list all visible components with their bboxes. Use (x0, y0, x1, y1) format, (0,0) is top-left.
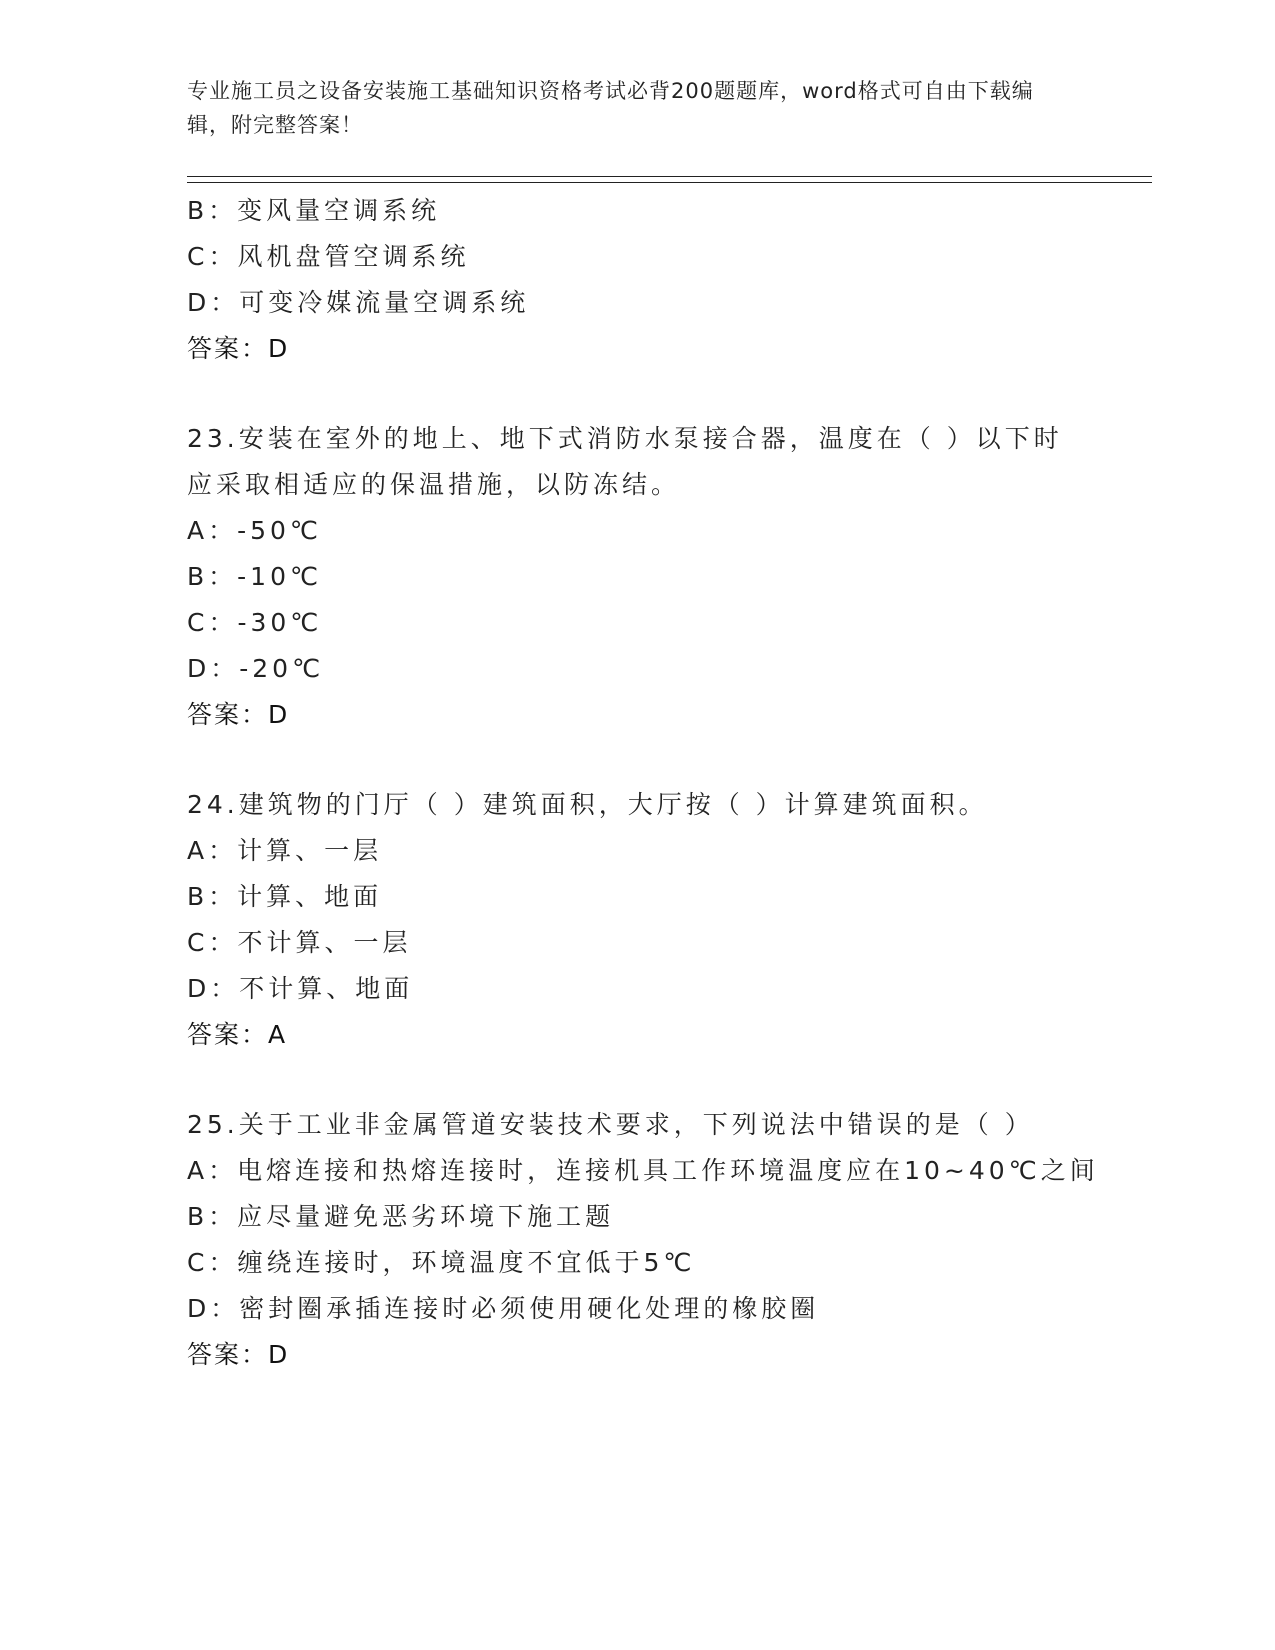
option-b: B：变风量空调系统 (187, 196, 441, 225)
option-d: D：可变冷媒流量空调系统 (187, 288, 530, 317)
answer: 答案：A (187, 1020, 288, 1049)
header-divider-top (187, 176, 1152, 177)
option-d: D：不计算、地面 (187, 974, 414, 1003)
answer: 答案：D (187, 334, 290, 363)
question-text: 24.建筑物的门厅（ ）建筑面积，大厅按（ ）计算建筑面积。 (187, 790, 988, 819)
option-c: C：不计算、一层 (187, 928, 412, 957)
question-24 (187, 782, 1152, 1058)
spacer (187, 1058, 1152, 1102)
option-c: C：缠绕连接时，环境温度不宜低于5℃ (187, 1248, 696, 1277)
option-a: A：-50℃ (187, 516, 323, 545)
header-divider-bottom (187, 182, 1152, 183)
option-d: D：-20℃ (187, 654, 325, 683)
answer: 答案：D (187, 1340, 290, 1369)
document-header: 专业施工员之设备安装施工基础知识资格考试必背200题题库，word格式可自由下载编辑，附完整答案！ (187, 79, 1034, 137)
option-c: C：-30℃ (187, 608, 323, 637)
question-list (187, 188, 1152, 1378)
question-text: 23.安装在室外的地上、地下式消防水泵接合器，温度在（ ）以下时应采取相适应的保温措施，以防冻结。 (187, 424, 1063, 499)
option-d: D：密封圈承插连接时必须使用硬化处理的橡胶圈 (187, 1294, 820, 1323)
option-a: A：电熔连接和热熔连接时，连接机具工作环境温度应在10~40℃之间 (187, 1156, 1099, 1185)
question-text: 25.关于工业非金属管道安装技术要求，下列说法中错误的是（ ） (187, 1110, 1034, 1139)
option-b: B：-10℃ (187, 562, 323, 591)
option-a: A：计算、一层 (187, 836, 383, 865)
question-22 (187, 188, 1152, 372)
option-b: B：应尽量避免恶劣环境下施工题 (187, 1202, 615, 1231)
answer: 答案：D (187, 700, 290, 729)
option-b: B：计算、地面 (187, 882, 383, 911)
question-25 (187, 1102, 1152, 1378)
question-23 (187, 416, 1152, 738)
spacer (187, 372, 1152, 416)
option-c: C：风机盘管空调系统 (187, 242, 470, 271)
spacer (187, 738, 1152, 782)
